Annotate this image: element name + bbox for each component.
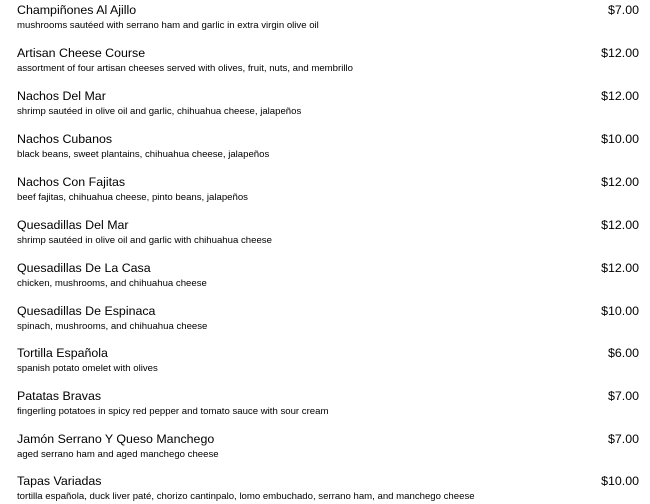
- item-description: aged serrano ham and aged manchego cheese: [17, 449, 219, 460]
- menu-item: [17, 474, 639, 504]
- menu-item: [17, 46, 639, 82]
- menu-item: [17, 3, 639, 39]
- item-price: $10.00: [601, 132, 639, 146]
- menu-item: [17, 346, 639, 382]
- item-name: Artisan Cheese Course: [17, 46, 146, 60]
- item-name: Nachos Cubanos: [17, 132, 113, 146]
- item-price: $12.00: [601, 89, 639, 103]
- menu-item: [17, 132, 639, 168]
- menu-item: [17, 89, 639, 125]
- item-name: Patatas Bravas: [17, 389, 102, 403]
- item-description: spanish potato omelet with olives: [17, 363, 158, 374]
- item-description: shrimp sautéed in olive oil and garlic, chihuahua cheese, jalapeños: [17, 106, 302, 117]
- item-price: $12.00: [601, 261, 639, 275]
- item-description: black beans, sweet plantains, chihuahua cheese, jalapeños: [17, 149, 270, 160]
- item-price: $10.00: [601, 474, 639, 488]
- item-price: $12.00: [601, 218, 639, 232]
- item-price: $6.00: [607, 346, 639, 360]
- item-name: Quesadillas De Espinaca: [17, 304, 156, 318]
- item-description: fingerling potatoes in spicy red pepper and tomato sauce with sour cream: [17, 406, 329, 417]
- item-name: Tortilla Española: [17, 346, 108, 360]
- item-price: $7.00: [607, 432, 639, 446]
- item-description: shrimp sautéed in olive oil and garlic with chihuahua cheese: [17, 235, 272, 246]
- item-description: assortment of four artisan cheeses served with olives, fruit, nuts, and membrillo: [17, 63, 353, 74]
- item-description: tortilla española, duck liver paté, chorizo cantinpalo, lomo embuchado, serrano ham, and manchego cheese: [17, 491, 475, 502]
- menu-item: [17, 389, 639, 425]
- item-name: Quesadillas Del Mar: [17, 218, 129, 232]
- item-name: Champiñones Al Ajillo: [17, 3, 137, 17]
- item-description: spinach, mushrooms, and chihuahua cheese: [17, 321, 208, 332]
- item-name: Nachos Con Fajitas: [17, 175, 126, 189]
- menu-item: [17, 304, 639, 340]
- item-description: chicken, mushrooms, and chihuahua cheese: [17, 278, 207, 289]
- item-price: $12.00: [601, 46, 639, 60]
- item-name: Jamón Serrano Y Queso Manchego: [17, 432, 215, 446]
- item-price: $7.00: [607, 389, 639, 403]
- item-name: Nachos Del Mar: [17, 89, 106, 103]
- menu-item: [17, 261, 639, 297]
- item-price: $12.00: [601, 175, 639, 189]
- menu-item: [17, 218, 639, 254]
- menu-item: [17, 175, 639, 211]
- item-description: mushrooms sautéed with serrano ham and garlic in extra virgin olive oil: [17, 20, 319, 31]
- item-price: $10.00: [601, 304, 639, 318]
- item-price: $7.00: [607, 3, 639, 17]
- item-description: beef fajitas, chihuahua cheese, pinto beans, jalapeños: [17, 192, 248, 203]
- item-name: Quesadillas De La Casa: [17, 261, 151, 275]
- item-name: Tapas Variadas: [17, 474, 102, 488]
- menu-item: [17, 432, 639, 468]
